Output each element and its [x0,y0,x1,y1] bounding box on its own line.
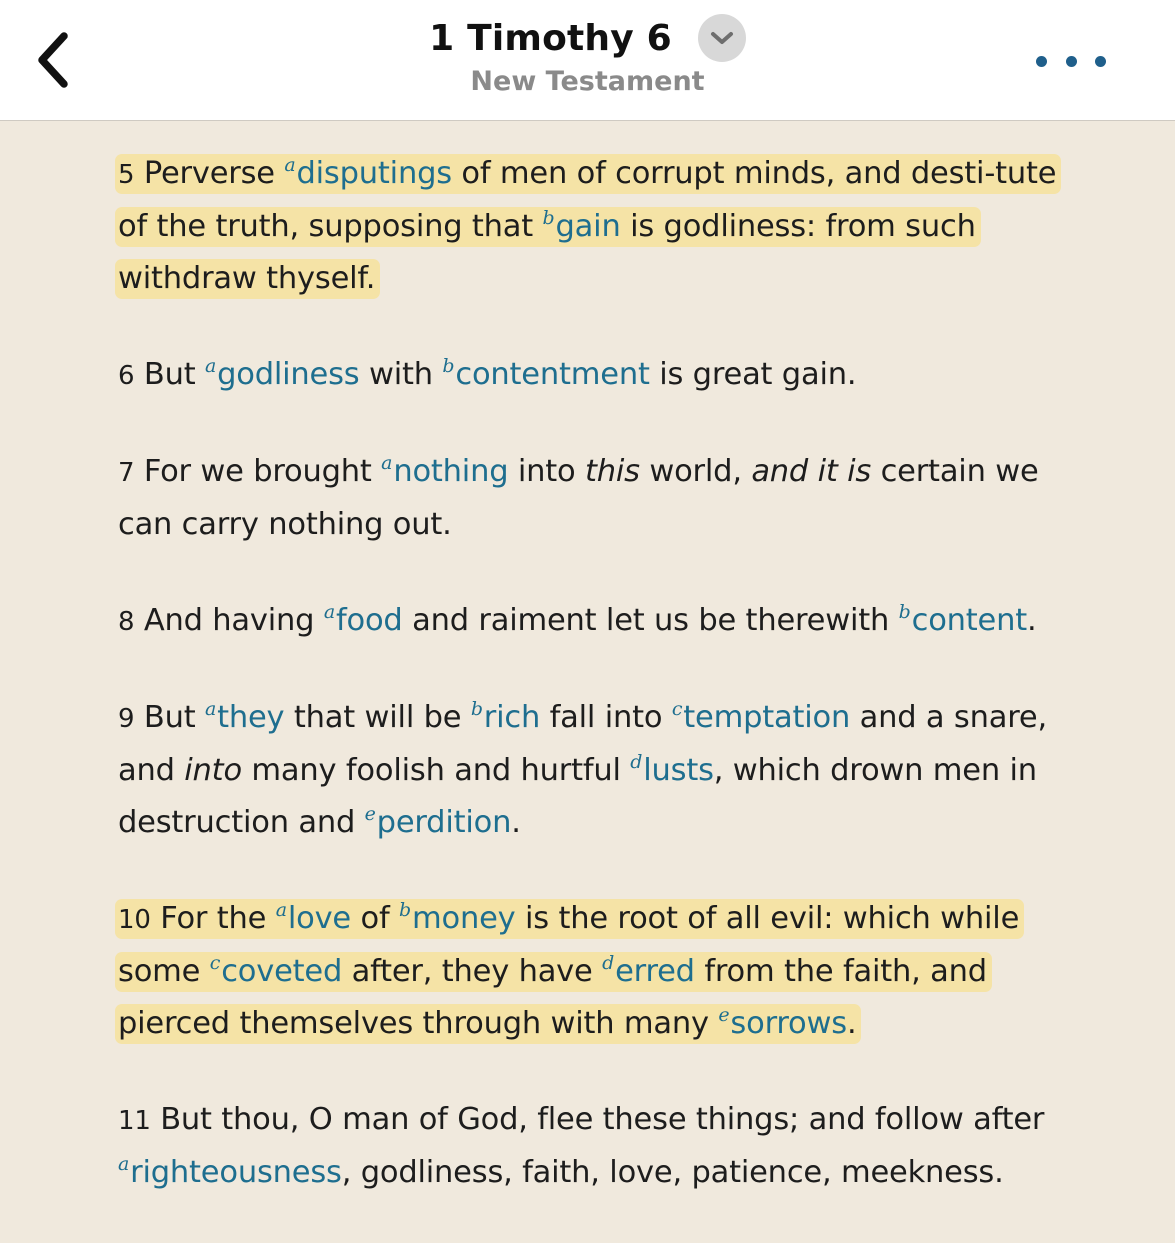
verse-11[interactable] [118,1094,1078,1199]
text-run: , godliness, faith, love, patience, meekness. [341,1155,1004,1190]
footnote-word: perdition [376,805,512,840]
footnote-word: sorrows [730,1006,847,1041]
verse-number: 7 [118,458,135,488]
verse-text [118,454,1039,542]
footnote-word: nothing [393,454,509,489]
footnote-marker: c [671,698,683,720]
footnote-word: gain [555,209,621,244]
text-run: fall into [540,700,672,735]
chapter-selector[interactable] [429,14,746,62]
footnote-link[interactable] [399,901,516,936]
footnote-marker: b [399,899,411,921]
verse-number: 9 [118,704,135,734]
verse-7[interactable] [118,446,1078,551]
chevron-down-icon [709,30,735,46]
text-run: But thou, O man of God, flee these things; and follow after [160,1102,1045,1137]
footnote-word: lusts [643,753,714,788]
footnote-marker: e [364,803,376,825]
footnote-link[interactable] [381,454,508,489]
text-run: . [511,805,521,840]
footnote-marker: a [204,698,217,720]
text-run: with [359,357,443,392]
text-run: , which drown men in destruction and [118,753,1037,840]
footnote-link[interactable] [899,603,1027,638]
footnote-link[interactable] [276,901,351,936]
footnote-link[interactable] [118,1155,342,1190]
footnote-marker: d [602,952,615,974]
text-run: and a snare, and [118,700,1047,788]
text-run: from the faith, and pierced themselves through with many [118,954,987,1041]
footnote-word: rich [483,700,541,735]
text-run: many foolish and hurtful [241,753,631,788]
footnote-marker: a [323,601,335,623]
text-run: . [846,1006,857,1041]
footnote-word: love [287,901,351,936]
text-run: of [351,901,399,936]
text-run: . [1027,603,1037,638]
text-run: into [508,454,585,489]
text-run: world, [639,454,752,489]
italic-text: and it is [751,454,872,489]
footnote-word: godliness [217,357,360,392]
verse-highlight [115,154,1061,299]
verse-number: 5 [118,160,135,190]
text-run: For the [160,901,276,936]
page-subtitle: New Testament [470,66,705,97]
footnote-link[interactable] [284,156,452,191]
footnote-link[interactable] [630,753,714,788]
footnote-marker: a [118,1153,130,1175]
footnote-link[interactable] [442,357,649,392]
footnote-marker: a [284,154,296,176]
chapter-dropdown-button[interactable] [698,14,746,62]
more-dots-icon [1066,56,1077,67]
footnote-marker: b [898,601,911,623]
text-run: is the root of all evil: which while some [118,901,1020,989]
footnote-link[interactable] [205,357,360,392]
footnote-link[interactable] [324,603,403,638]
text-run: is great gain. [649,357,857,392]
verse-text [118,700,1047,840]
footnote-marker: a [204,355,217,377]
footnote-link[interactable] [672,700,850,735]
verse-9[interactable] [118,692,1078,849]
verse-highlight [115,899,1024,1044]
footnote-word: disputings [296,156,452,191]
verse-text [118,1102,1044,1190]
footnote-marker: b [542,207,555,229]
text-run: But [143,357,205,392]
footnote-link[interactable] [210,954,342,989]
footnote-link[interactable] [543,209,621,244]
text-run: certain we can carry nothing out. [118,454,1039,542]
text-run: For we brought [143,454,382,489]
footnote-word: erred [615,954,695,989]
verse-text [118,357,856,392]
footnote-word: money [411,901,516,936]
footnote-marker: d [630,751,643,773]
footnote-link[interactable] [365,805,512,840]
footnote-word: righteousness [130,1155,342,1190]
text-run: after, they have [342,954,603,989]
verse-5[interactable] [118,148,1078,305]
more-options-button[interactable] [1036,44,1106,78]
text-run: of men of corrupt minds, and desti-tute of the truth, supposing that [118,156,1057,244]
page-title: 1 Timothy 6 [429,17,672,59]
footnote-marker: c [209,952,221,974]
footnote-marker: a [275,899,287,921]
text-run: and raiment let us be therewith [402,603,899,638]
verse-text [118,603,1037,638]
verse-number: 8 [118,607,135,637]
footnote-word: food [335,603,403,638]
more-dots-icon [1095,56,1106,67]
chapter-text [118,148,1078,1243]
footnote-marker: a [381,452,393,474]
footnote-link[interactable] [602,954,695,989]
text-run: Perverse [143,156,285,191]
more-dots-icon [1036,56,1047,67]
text-run: that will be [284,700,471,735]
footnote-link[interactable] [471,700,540,735]
footnote-marker: e [718,1004,730,1026]
italic-text: this [584,454,640,489]
footnote-link[interactable] [718,1006,847,1041]
text-run: And having [143,603,324,638]
footnote-marker: b [442,355,455,377]
footnote-link[interactable] [205,700,284,735]
verse-number: 6 [118,361,135,391]
verse-8[interactable] [118,595,1078,648]
verse-number: 11 [118,1106,151,1136]
text-run: But [143,700,205,735]
footnote-word: content [911,603,1027,638]
top-navigation-bar [0,0,1175,121]
verse-6[interactable] [118,349,1078,402]
italic-text: into [184,753,242,788]
text-run: is godliness: from such withdraw thyself. [118,209,976,296]
footnote-word: temptation [683,700,851,735]
title-area [0,14,1175,97]
footnote-marker: b [470,698,483,720]
footnote-word: they [217,700,285,735]
footnote-word: coveted [221,954,343,989]
footnote-word: contentment [455,357,650,392]
verse-number: 10 [118,905,151,935]
verse-10[interactable] [118,893,1078,1050]
